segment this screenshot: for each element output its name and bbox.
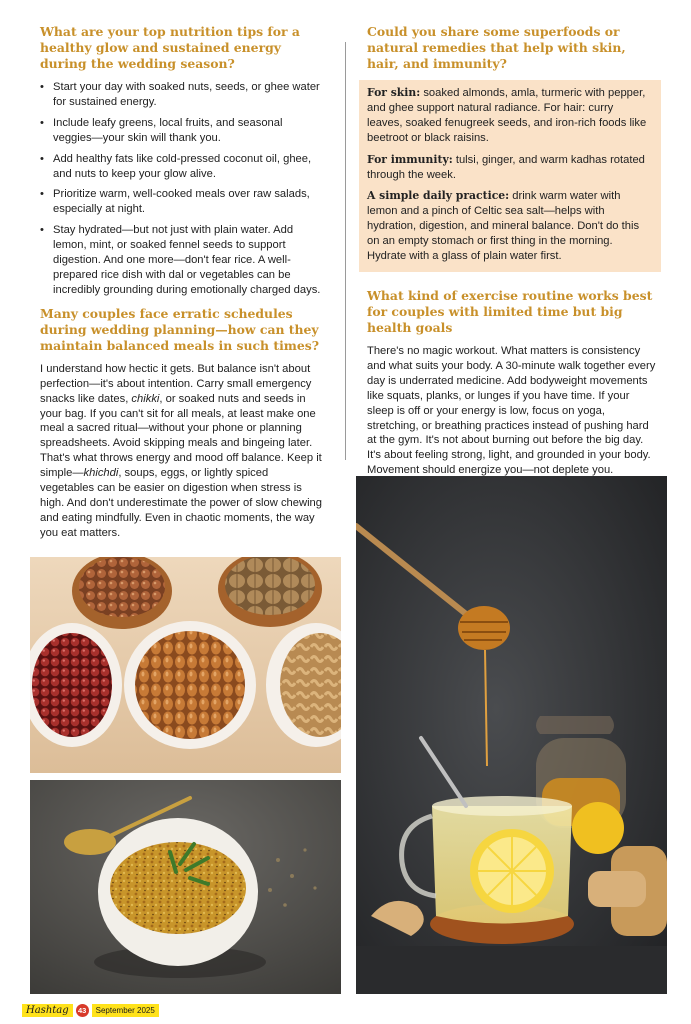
column-divider	[345, 42, 346, 460]
list-item: • Include leafy greens, local fruits, and seasonal veggies—your skin will thank you.	[40, 116, 283, 144]
issue-date: September 2025	[92, 1004, 159, 1017]
list-item: • Start your day with soaked nuts, seeds, or ghee water for sustained energy.	[40, 81, 320, 108]
left-column	[40, 24, 323, 541]
nutrition-tips-list	[40, 80, 323, 298]
question-superfoods: Could you share some superfoods or natural remedies that help with skin, hair, and immunity?	[367, 24, 626, 71]
question-nutrition-tips: What are your top nutrition tips for a healthy glow and sustained energy during the wedding season?	[40, 24, 300, 71]
lemon-ginger-tea-photo	[356, 476, 667, 994]
khichdi-bowl-photo	[30, 780, 341, 994]
callout-practice: A simple daily practice: drink warm water with lemon and a pinch of Celtic sea salt—helps with hydration, digestion, and mineral balance. Don't do this on an empty stomach or first thing in the morning. Hydrate with a glass of plain water first.	[367, 189, 640, 263]
callout-skin: For skin: soaked almonds, amla, turmeric with pepper, and ghee support natural radiance. For hair: curry leaves, soaked fenugreek seeds, and iron-rich foods like beetroot or black raisins.	[367, 86, 647, 144]
right-column	[367, 24, 657, 478]
list-item: • Stay hydrated—but not just with plain water. Add lemon, mint, or soaked fennel seeds to support digestion. And one more—don't fear rice. A well-prepared rice dish with dal or vegetables can be incredibly grounding during emotionally charged days.	[40, 224, 321, 296]
page-number-badge: 43	[76, 1004, 89, 1017]
list-item: • Prioritize warm, well-cooked meals over raw salads, especially at night.	[40, 188, 310, 216]
answer-exercise: There's no magic workout. What matters is consistency and what suits your body. A 30-minute walk together every day is underrated medicine. Add bodyweight movements like squats, planks, or lunges if you have time. If your sleep is off or your energy is low, focus on yoga, stretching, or breathing practices instead of pushing hard at the gym. It's not about burning out before the big day. It's about feeling strong, light, and grounded in your body. Movement should energize you—not deplete you.	[367, 344, 656, 477]
magazine-brand-logo: Hashtag	[22, 1004, 73, 1017]
page-footer	[22, 1003, 159, 1018]
answer-balanced-meals: I understand how hectic it gets. But balance isn't about perfection—it's about intention. Carry small emergency snacks like dates, chikki, or soaked nuts and seeds in your bag. If you can't sit for all meals, at least make one meal a sacred ritual—without your phone or planning spreadsheets. Avoid skipping meals and bingeing later. That's what throws energy and mood off balance. Keep it simple—khichdi, soups, eggs, or lightly spiced vegetables can be easier on digestion when stress is high. And don't underestimate the power of slow chewing and eating mindfully. Even in chaotic moments, the way you eat matters.	[40, 362, 322, 539]
nuts-bowls-photo	[30, 557, 341, 773]
question-balanced-meals: Many couples face erratic schedules during wedding planning—how can they maintain balanced meals in such times?	[40, 305, 320, 353]
list-item: • Add healthy fats like cold-pressed coconut oil, ghee, and nuts to keep your glow alive.	[40, 152, 312, 180]
superfoods-callout	[359, 80, 661, 272]
question-exercise: What kind of exercise routine works best for couples with limited time but big health goals	[367, 287, 653, 335]
callout-immunity: For immunity: tulsi, ginger, and warm kadhas rotated through the week.	[367, 152, 645, 181]
